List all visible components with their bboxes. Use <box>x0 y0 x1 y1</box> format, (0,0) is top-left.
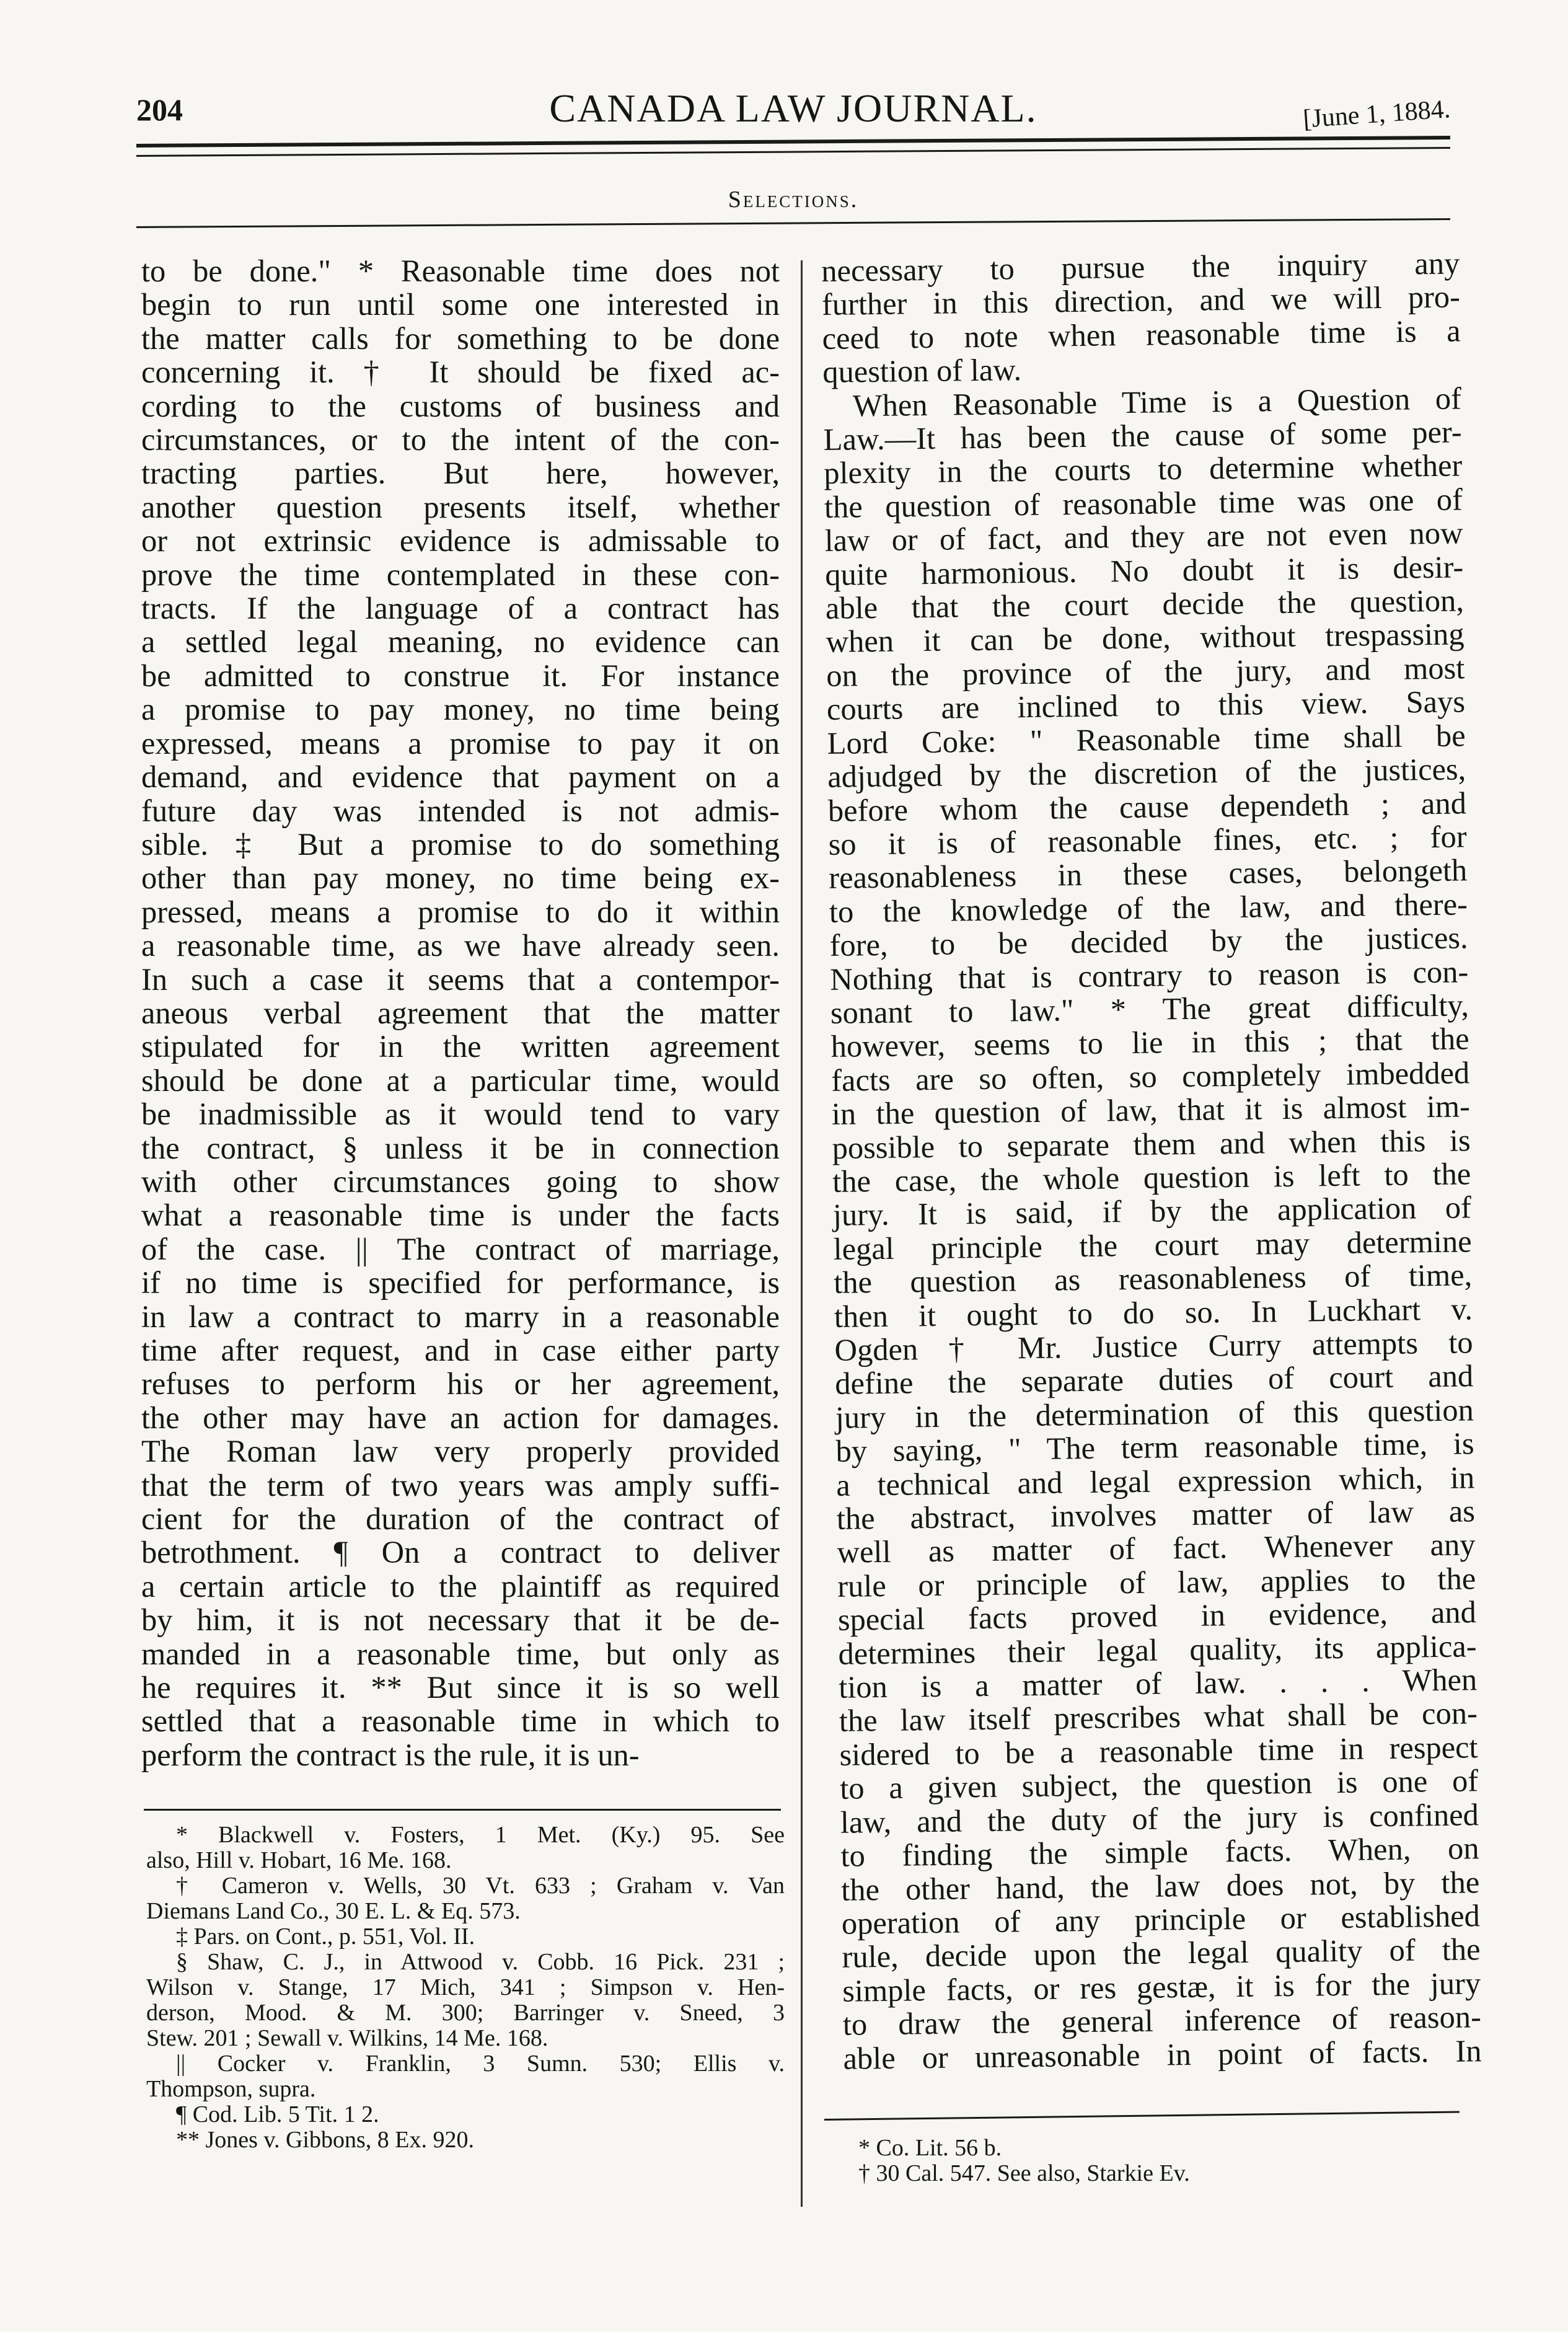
text-line: aneous verbal agreement that the matter <box>141 995 780 1030</box>
issue-date: [June 1, 1884. <box>1302 95 1451 134</box>
text-line: the other may have an action for damages. <box>141 1400 780 1435</box>
left-footnotes <box>146 1822 785 2153</box>
text-line: the contract, § unless it be in connection <box>141 1130 780 1165</box>
text-line: the other hand, the law does not, by the <box>840 1864 1480 1907</box>
text-line: future day was intended is not admis- <box>141 793 780 828</box>
text-line: by him, it is not necessary that it be de- <box>141 1602 780 1638</box>
text-line: when it can be done, without trespassing <box>826 616 1464 660</box>
text-line: then it ought to do so. In Luckhart v. <box>834 1291 1473 1334</box>
footnote-line: ¶ Cod. Lib. 5 Tit. 1 2. <box>176 2101 379 2127</box>
text-line: circumstances, or to the intent of the con- <box>141 422 780 457</box>
text-line: the law itself prescribes what shall be con- <box>839 1695 1478 1739</box>
text-line: what a reasonable time is under the facts <box>141 1198 780 1233</box>
footnote-line: || Cocker v. Franklin, 3 Sumn. 530; Ellis v. <box>176 2051 785 2077</box>
column-divider <box>801 260 803 2207</box>
text-line: plexity in the courts to determine whether <box>823 448 1463 491</box>
footnote-line: † 30 Cal. 547. See also, Starkie Ev. <box>858 2160 1190 2186</box>
text-line: or not extrinsic evidence is admissable to <box>141 523 780 559</box>
text-line: the question of reasonable time was one of <box>824 482 1463 524</box>
text-line: that the term of two years was amply suffi- <box>141 1467 780 1503</box>
text-line: legal principle the court may determine <box>833 1224 1472 1266</box>
text-line: Nothing that is contrary to reason is con- <box>829 953 1469 997</box>
text-line: reasonableness in these cases, belongeth <box>828 852 1468 896</box>
text-line: tracts. If the language of a contract has <box>141 591 780 626</box>
text-line: the abstract, involves matter of law as <box>836 1493 1476 1536</box>
text-line: in the question of law, that it is almost im- <box>831 1089 1471 1132</box>
footnote-line: ** Jones v. Gibbons, 8 Ex. 920. <box>176 2127 474 2153</box>
text-line: Lord Coke: " Reasonable time shall be <box>827 718 1466 761</box>
text-line: a technical and legal expression which, in <box>835 1459 1475 1503</box>
text-line: able that the court decide the question, <box>825 583 1464 626</box>
text-line: the matter calls for something to be done <box>141 320 780 356</box>
text-line: tion is a matter of law. . . . When <box>838 1662 1478 1705</box>
text-line: if no time is specified for performance, is <box>141 1265 780 1301</box>
section-rule <box>136 218 1450 228</box>
text-line: prove the time contemplated in these con- <box>141 557 780 592</box>
text-line: Ogden † Mr. Justice Curry attempts to <box>834 1325 1473 1367</box>
text-line: to a given subject, the question is one of <box>839 1763 1479 1806</box>
text-line: courts are inclined to this view. Says <box>826 684 1466 727</box>
text-line: should be done at a particular time, would <box>141 1062 780 1098</box>
page-number: 204 <box>136 92 183 127</box>
text-line: The Roman law very properly provided <box>141 1434 780 1469</box>
footnote-line: * Co. Lit. 56 b. <box>858 2135 1002 2161</box>
text-line: to draw the general inference of reason- <box>842 1999 1482 2042</box>
text-line: a promise to pay money, no time being <box>141 692 780 727</box>
footnote-line: † Cameron v. Wells, 30 Vt. 633 ; Graham v. Van <box>176 1873 785 1899</box>
running-header <box>136 86 1450 141</box>
text-line: rule or principle of law, applies to the <box>837 1561 1476 1604</box>
footnote-line: Stew. 201 ; Sewall v. Wilkins, 14 Me. 168. <box>146 2025 548 2051</box>
text-line: time after request, and in case either party <box>141 1333 780 1367</box>
left-column <box>141 254 780 1772</box>
text-line: facts are so often, so completely imbedded <box>830 1055 1470 1098</box>
text-line: cient for the duration of the contract of <box>141 1501 780 1537</box>
text-line: sible. ‡ But a promise to do something <box>141 826 780 862</box>
text-line: expressed, means a promise to pay it on <box>141 725 780 761</box>
header-rule-thin <box>136 147 1450 157</box>
text-line: fore, to be decided by the justices. <box>829 920 1468 963</box>
footnote-line: Wilson v. Stange, 17 Mich, 341 ; Simpson v. Hen- <box>146 1974 785 2000</box>
text-line: another question presents itself, whether <box>141 489 780 524</box>
section-title: Selections. <box>728 187 859 213</box>
text-line: stipulated for in the written agreement <box>141 1029 780 1064</box>
text-line: law, and the duty of the jury is confined <box>840 1796 1479 1840</box>
footnote-rule-right <box>824 2111 1460 2121</box>
text-line: define the separate duties of court and <box>834 1358 1474 1402</box>
footnote-line: derson, Mood. & M. 300; Barringer v. Sneed, 3 <box>146 2000 785 2026</box>
text-line: however, seems to lie in this ; that the <box>830 1021 1469 1064</box>
text-line: Law.—It has been the cause of some per- <box>823 414 1462 457</box>
text-line: ceed to note when reasonable time is a <box>822 313 1461 356</box>
text-line: further in this direction, and we will pro- <box>821 279 1461 322</box>
text-line: sonant to law." * The great difficulty, <box>830 987 1469 1030</box>
journal-title: CANADA LAW JOURNAL. <box>549 86 1037 130</box>
text-line: by saying, " The term reasonable time, is <box>835 1426 1474 1469</box>
text-line: law or of fact, and they are not even now <box>824 515 1463 559</box>
text-line: other than pay money, no time being ex- <box>141 860 780 896</box>
text-line: with other circumstances going to show <box>141 1164 780 1199</box>
text-line: able or unreasonable in point of facts. In <box>843 2033 1482 2076</box>
text-line: determines their legal quality, its applica- <box>838 1628 1477 1671</box>
text-line: adjudged by the discretion of the justices, <box>827 751 1466 795</box>
text-line: cording to the customs of business and <box>141 388 780 423</box>
text-line: possible to separate them and when this is <box>832 1122 1471 1165</box>
text-line: jury in the determination of this question <box>835 1392 1474 1435</box>
text-line: manded in a reasonable time, but only as <box>141 1636 780 1671</box>
text-line: question of law. <box>822 352 1022 390</box>
text-line: to finding the simple facts. When, on <box>840 1831 1479 1873</box>
footnote-line: § Shaw, C. J., in Attwood v. Cobb. 16 Pick. 231 ; <box>176 1949 785 1975</box>
text-line: in law a contract to marry in a reasonable <box>141 1299 780 1334</box>
footnote-line: also, Hill v. Hobart, 16 Me. 168. <box>146 1847 452 1873</box>
footnote-line: ‡ Pars. on Cont., p. 551, Vol. II. <box>176 1923 475 1950</box>
text-line: of the case. || The contract of marriage, <box>141 1231 780 1266</box>
text-line: operation of any principle or established <box>841 1898 1481 1941</box>
text-line: to be done." * Reasonable time does not <box>141 254 780 288</box>
text-line: refuses to perform his or her agreement, <box>141 1366 780 1402</box>
text-line: before whom the cause dependeth ; and <box>827 785 1467 828</box>
text-line: a settled legal meaning, no evidence can <box>141 624 780 660</box>
text-line: rule, decide upon the legal quality of the <box>842 1932 1481 1975</box>
text-line: he requires it. ** But since it is so well <box>141 1670 780 1705</box>
text-line: quite harmonious. No doubt it is desir- <box>824 549 1464 592</box>
text-line: demand, and evidence that payment on a <box>141 759 780 795</box>
text-line: on the province of the jury, and most <box>826 650 1465 693</box>
text-line: necessary to pursue the inquiry any <box>821 245 1460 288</box>
footnote-line: Thompson, supra. <box>146 2076 316 2102</box>
text-line: begin to run until some one interested in <box>141 287 780 322</box>
footnote-line: * Blackwell v. Fosters, 1 Met. (Ky.) 95. See <box>176 1822 785 1848</box>
text-line: concerning it. † It should be fixed ac- <box>141 355 780 390</box>
text-line: be inadmissible as it would tend to vary <box>141 1097 780 1132</box>
text-line: well as matter of fact. Whenever any <box>837 1527 1476 1570</box>
text-line: settled that a reasonable time in which to <box>141 1703 780 1739</box>
text-line: When Reasonable Time is a Question of <box>852 381 1462 423</box>
footnote-rule-left <box>144 1809 781 1811</box>
footnote-line: Diemans Land Co., 30 E. L. & Eq. 573. <box>146 1898 521 1924</box>
text-line: a reasonable time, as we have already seen. <box>141 928 780 963</box>
text-line: pressed, means a promise to do it within <box>141 894 780 929</box>
text-line: In such a case it seems that a contempor- <box>141 961 780 997</box>
text-line: the question as reasonableness of time, <box>833 1257 1473 1301</box>
text-line: perform the contract is the rule, it is un- <box>141 1737 640 1772</box>
text-line: so it is of reasonable fines, etc. ; for <box>828 819 1467 862</box>
text-line: tracting parties. But here, however, <box>141 456 780 491</box>
text-line: be admitted to construe it. For instance <box>141 658 780 693</box>
right-footnotes <box>858 2135 1453 2186</box>
text-line: sidered to be a reasonable time in respect <box>839 1729 1478 1772</box>
right-column <box>821 246 1482 2075</box>
text-line: jury. It is said, if by the application of <box>832 1190 1472 1233</box>
text-line: betrothment. ¶ On a contract to deliver <box>141 1535 780 1570</box>
text-line: a certain article to the plaintiff as required <box>141 1568 780 1604</box>
text-line: simple facts, or res gestæ, it is for the jury <box>842 1965 1481 2008</box>
text-line: the case, the whole question is left to the <box>832 1156 1471 1199</box>
text-line: special facts proved in evidence, and <box>837 1594 1477 1638</box>
text-line: to the knowledge of the law, and there- <box>829 886 1468 929</box>
